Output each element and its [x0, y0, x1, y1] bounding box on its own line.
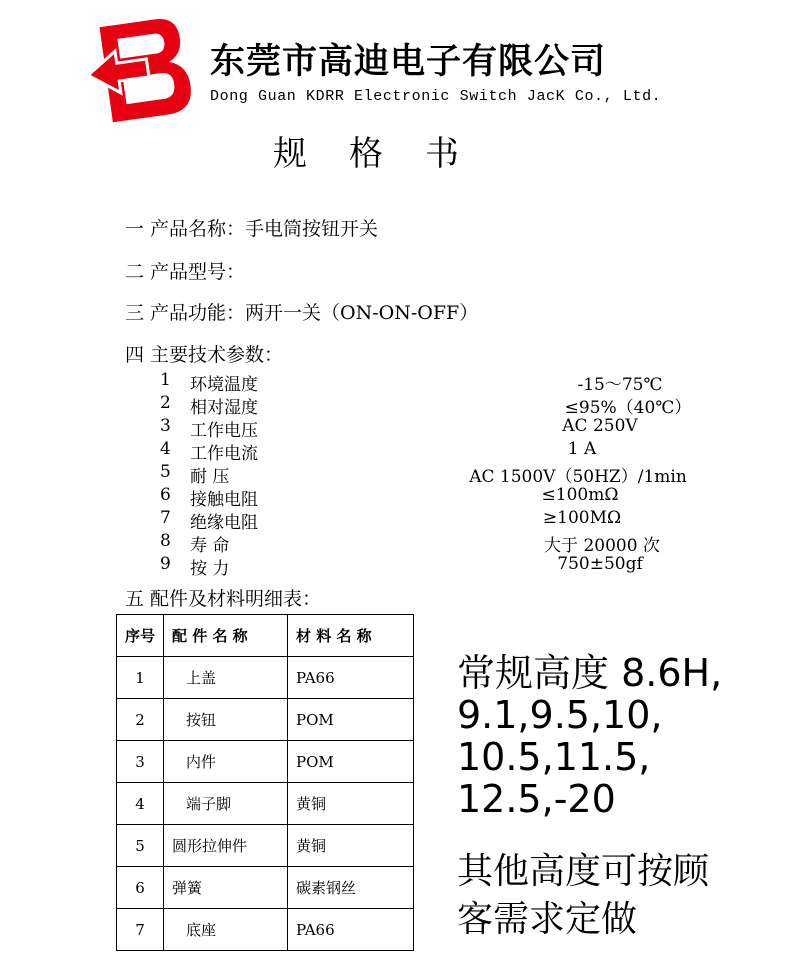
company-name-en: Dong Guan KDRR Electronic Switch JacK Co., Ltd.: [210, 88, 662, 105]
param-name: 接触电阻: [190, 490, 258, 510]
param-row: [160, 416, 720, 441]
document-title: 规格书: [273, 134, 501, 174]
row-part: [164, 783, 288, 825]
table-row: [117, 657, 414, 699]
material-name: 黄铜: [296, 837, 327, 855]
kdrr-logo-icon: [84, 12, 196, 130]
part-name: 上盖: [186, 669, 217, 687]
row-no: 7: [117, 909, 164, 951]
param-name: 绝缘电阻: [190, 513, 258, 533]
material-name: PA66: [296, 920, 335, 939]
material-name: 碳素钢丝: [296, 879, 357, 897]
row-material: [288, 909, 414, 951]
param-name: 按 力: [190, 559, 230, 579]
part-name: 端子脚: [186, 795, 232, 813]
param-row: [160, 531, 720, 556]
row-material: [288, 867, 414, 909]
table-header-cell: [164, 615, 288, 657]
params-heading: 四 主要技术参数：: [125, 344, 284, 366]
param-value: 大于 20000 次: [544, 536, 660, 556]
param-row: [160, 462, 720, 487]
param-name: 环境温度: [190, 375, 258, 395]
row-no: 3: [117, 741, 164, 783]
param-no: 5: [160, 462, 171, 482]
param-value: AC 1500V（50HZ）/1min: [469, 467, 687, 487]
param-row: [160, 554, 720, 579]
row-no: 6: [117, 867, 164, 909]
row-part: [164, 867, 288, 909]
row-no: 2: [117, 699, 164, 741]
param-no: 3: [160, 416, 171, 436]
part-name: 圆形拉伸件: [172, 837, 248, 855]
param-no: 9: [160, 554, 171, 574]
param-name: 寿 命: [190, 536, 230, 556]
material-name: POM: [296, 752, 334, 771]
param-no: 4: [160, 439, 171, 459]
company-name-cn: 东莞市高迪电子有限公司: [210, 42, 607, 82]
material-name: POM: [296, 710, 334, 729]
part-name: 弹簧: [172, 879, 203, 897]
table-header-text: 配 件 名 称: [172, 627, 248, 645]
table-header-row: [117, 615, 414, 657]
material-name: 黄铜: [296, 795, 327, 813]
param-value: ≥100MΩ: [542, 508, 622, 528]
product-function: 三 产品功能：两开一关（ON-ON-OFF）: [125, 302, 479, 324]
parts-heading: 五 配件及材料明细表：: [125, 588, 322, 610]
row-part: [164, 741, 288, 783]
table-row: [117, 741, 414, 783]
table-row: [117, 825, 414, 867]
table-header-cell: 序号: [117, 615, 164, 657]
param-value: 750±50gf: [557, 554, 643, 574]
table-row: [117, 699, 414, 741]
row-no: 4: [117, 783, 164, 825]
param-name: 工作电流: [190, 444, 258, 464]
param-row: [160, 393, 720, 418]
product-name: 一 产品名称：手电筒按钮开关: [125, 218, 379, 240]
row-material: [288, 741, 414, 783]
product-model: 二 产品型号：: [125, 261, 246, 283]
row-no: 5: [117, 825, 164, 867]
table-header-cell: [288, 615, 414, 657]
table-header-text: 材 料 名 称: [296, 627, 372, 645]
row-material: [288, 825, 414, 867]
standard-heights-note: 常规高度 8.6H, 9.1,9.5,10, 10.5,11.5, 12.5,-20: [457, 651, 723, 821]
row-no: 1: [117, 657, 164, 699]
part-name: 底座: [186, 921, 217, 939]
row-material: [288, 657, 414, 699]
param-row: [160, 370, 720, 395]
param-value: 1 A: [567, 439, 597, 459]
param-no: 1: [160, 370, 171, 390]
row-part: [164, 825, 288, 867]
table-row: [117, 783, 414, 825]
param-row: [160, 439, 720, 464]
param-no: 6: [160, 485, 171, 505]
table-row: [117, 867, 414, 909]
param-value: AC 250V: [562, 416, 638, 436]
row-part: [164, 699, 288, 741]
param-value: -15～75℃: [577, 375, 663, 395]
param-value: ≤100mΩ: [541, 485, 619, 505]
param-row: [160, 485, 720, 510]
row-part: [164, 909, 288, 951]
material-name: PA66: [296, 668, 335, 687]
row-material: [288, 783, 414, 825]
param-value: ≤95%（40℃）: [564, 398, 692, 418]
parts-table: [116, 614, 414, 951]
param-row: [160, 508, 720, 533]
row-part: [164, 657, 288, 699]
param-name: 工作电压: [190, 421, 258, 441]
param-no: 7: [160, 508, 171, 528]
part-name: 内件: [186, 753, 217, 771]
param-no: 8: [160, 531, 171, 551]
param-name: 相对湿度: [190, 398, 258, 418]
custom-height-note: 其他高度可按顾客需求定做: [457, 851, 710, 940]
param-name: 耐 压: [190, 467, 230, 487]
row-material: [288, 699, 414, 741]
param-no: 2: [160, 393, 171, 413]
part-name: 按钮: [186, 711, 217, 729]
table-row: [117, 909, 414, 951]
